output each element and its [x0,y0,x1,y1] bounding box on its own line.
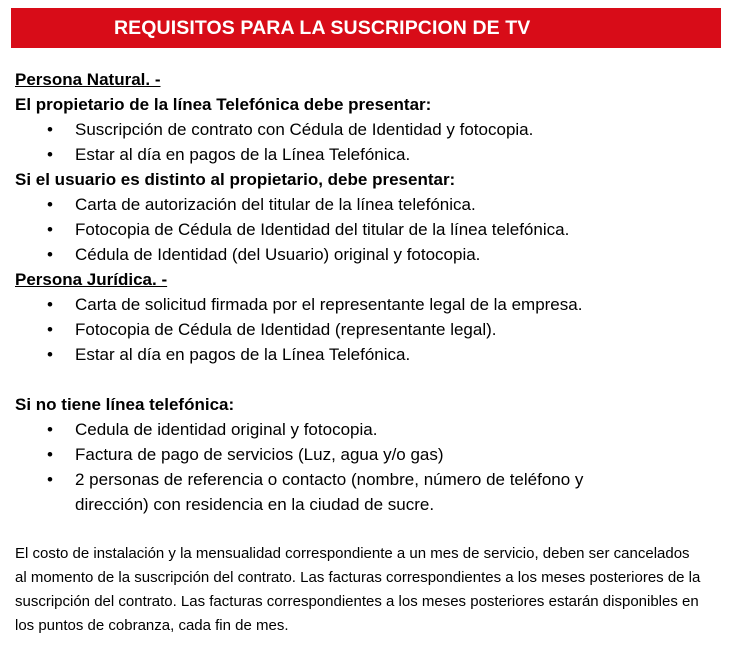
bullet-icon: • [47,420,53,439]
list-item [15,342,730,367]
list-item-text: Fotocopia de Cédula de Identidad (representante legal). [75,320,497,339]
list-item-text: 2 personas de referencia o contacto (nombre, número de teléfono y dirección) con residencia en la ciudad de sucre. [75,470,584,514]
list-item [15,142,730,167]
list-item-text: Suscripción de contrato con Cédula de Identidad y fotocopia. [75,120,534,139]
spacer [15,367,730,392]
persona-juridica-heading: Persona Jurídica. - [15,270,168,289]
bullet-icon: • [47,320,53,339]
bullet-icon: • [47,445,53,464]
bullet-icon: • [47,195,53,214]
sin-linea-label: Si no tiene línea telefónica: [15,395,235,414]
list-item-text: Carta de solicitud firmada por el representante legal de la empresa. [75,295,583,314]
persona-natural-heading: Persona Natural. - [15,70,161,89]
bullet-icon: • [47,220,53,239]
list-item [15,417,730,442]
list-item-text: Factura de pago de servicios (Luz, agua y/o gas) [75,445,444,464]
list-item-text: Cédula de Identidad (del Usuario) original y fotocopia. [75,245,481,264]
list-item [15,117,730,142]
bullet-icon: • [47,345,53,364]
list-item [15,292,730,317]
list-item [15,192,730,217]
page-title: REQUISITOS PARA LA SUSCRIPCION DE TV [114,16,531,39]
list-item [15,317,730,342]
bullet-icon: • [47,245,53,264]
list-item [15,442,730,467]
footer-note: El costo de instalación y la mensualidad correspondiente a un mes de servicio, deben ser cancelados al momento de la suscripción del contrato. Las facturas correspondientes a los meses posteriores de la suscripción del contrato. Las facturas correspondientes a los meses posteriores estarán disponibles en los puntos de cobranza, cada fin de mes. [15,545,701,634]
list-item-text: Estar al día en pagos de la Línea Telefónica. [75,145,411,164]
bullet-icon: • [47,120,53,139]
list-item [15,242,730,267]
list-item-text: Estar al día en pagos de la Línea Telefónica. [75,345,411,364]
list-item [15,467,730,517]
usuario-label: Si el usuario es distinto al propietario, debe presentar: [15,170,456,189]
propietario-label: El propietario de la línea Telefónica debe presentar: [15,95,432,114]
list-item [15,217,730,242]
list-item-text: Carta de autorización del titular de la línea telefónica. [75,195,476,214]
requirements-section [15,67,730,517]
list-item-text: Fotocopia de Cédula de Identidad del titular de la línea telefónica. [75,220,570,239]
list-item-text: Cedula de identidad original y fotocopia. [75,420,378,439]
bullet-icon: • [47,470,53,489]
title-banner [11,8,721,48]
bullet-icon: • [47,145,53,164]
bullet-icon: • [47,295,53,314]
